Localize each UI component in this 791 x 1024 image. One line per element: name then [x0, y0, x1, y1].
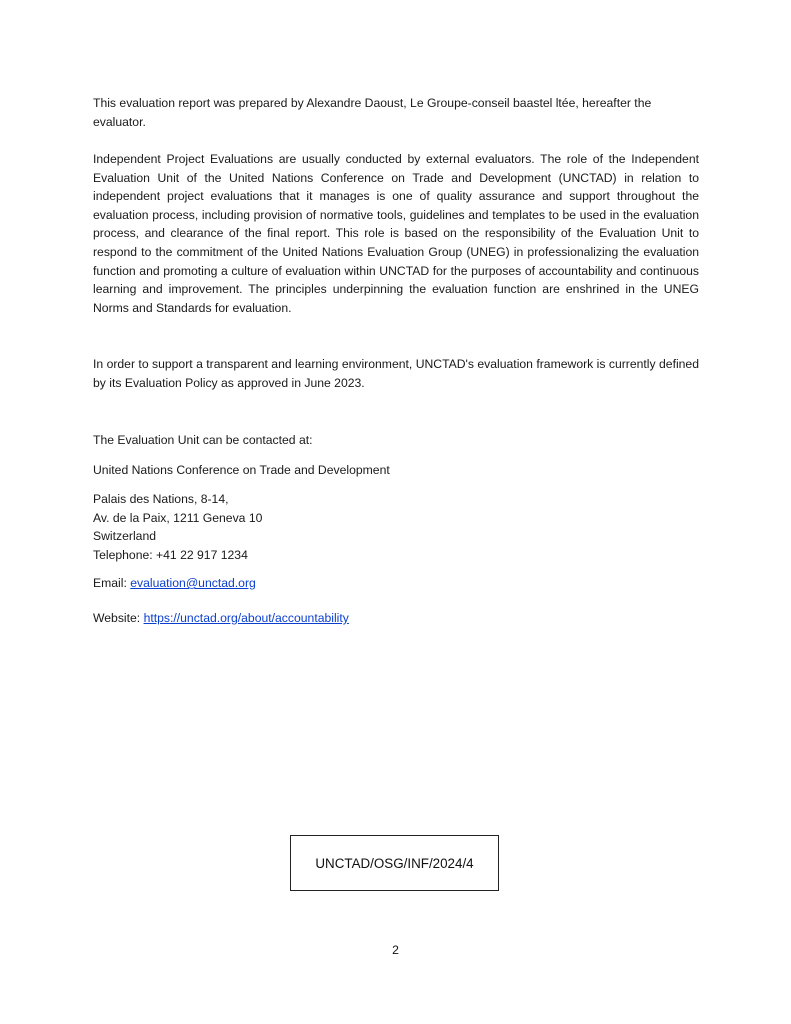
- website-label: Website:: [93, 611, 144, 625]
- evaluation-role-paragraph: Independent Project Evaluations are usually conducted by external evaluators. The role of the Independent Evaluation Unit of the United Nations Conference on Trade and Development (UNCTAD) in relation to independent project evaluations that it manages is one of quality assurance and support throughout the evaluation process, including provision of normative tools, guidelines and templates to be used in the evaluation process, and clearance of the final report. This role is based on the responsibility of the Evaluation Unit to respond to the commitment of the United Nations Evaluation Group (UNEG) in professionalizing the evaluation function and promoting a culture of evaluation within UNCTAD for the purposes of accountability and continuous learning and improvement. The principles underpinning the evaluation function are enshrined in the UNEG Norms and Standards for evaluation.: [93, 152, 699, 315]
- contact-email-line: [93, 574, 699, 593]
- document-symbol: UNCTAD/OSG/INF/2024/4: [315, 855, 474, 871]
- page-number: 2: [392, 943, 399, 957]
- document-symbol-box: [290, 835, 499, 891]
- contact-telephone: Telephone: +41 22 917 1234: [93, 547, 248, 562]
- address-country: Switzerland: [93, 529, 156, 544]
- contact-website-line: [93, 609, 699, 628]
- address-line-1: Palais des Nations, 8-14,: [93, 492, 229, 506]
- evaluation-framework-paragraph: In order to support a transparent and learning environment, UNCTAD's evaluation framework is currently defined by its Evaluation Policy as approved in June 2023.: [93, 357, 699, 390]
- email-label: Email:: [93, 576, 131, 590]
- address-line-2: Av. de la Paix, 1211 Geneva 10: [93, 510, 263, 525]
- website-link[interactable]: https://unctad.org/about/accountability: [143, 611, 349, 625]
- prepared-by-paragraph: This evaluation report was prepared by Alexandre Daoust, Le Groupe-conseil baastel ltée, hereafter the evaluator.: [93, 96, 652, 129]
- contact-organization: United Nations Conference on Trade and Development: [93, 463, 390, 477]
- contact-address: [93, 490, 699, 564]
- email-link[interactable]: evaluation@unctad.org: [130, 576, 256, 590]
- contact-intro: The Evaluation Unit can be contacted at:: [93, 433, 313, 447]
